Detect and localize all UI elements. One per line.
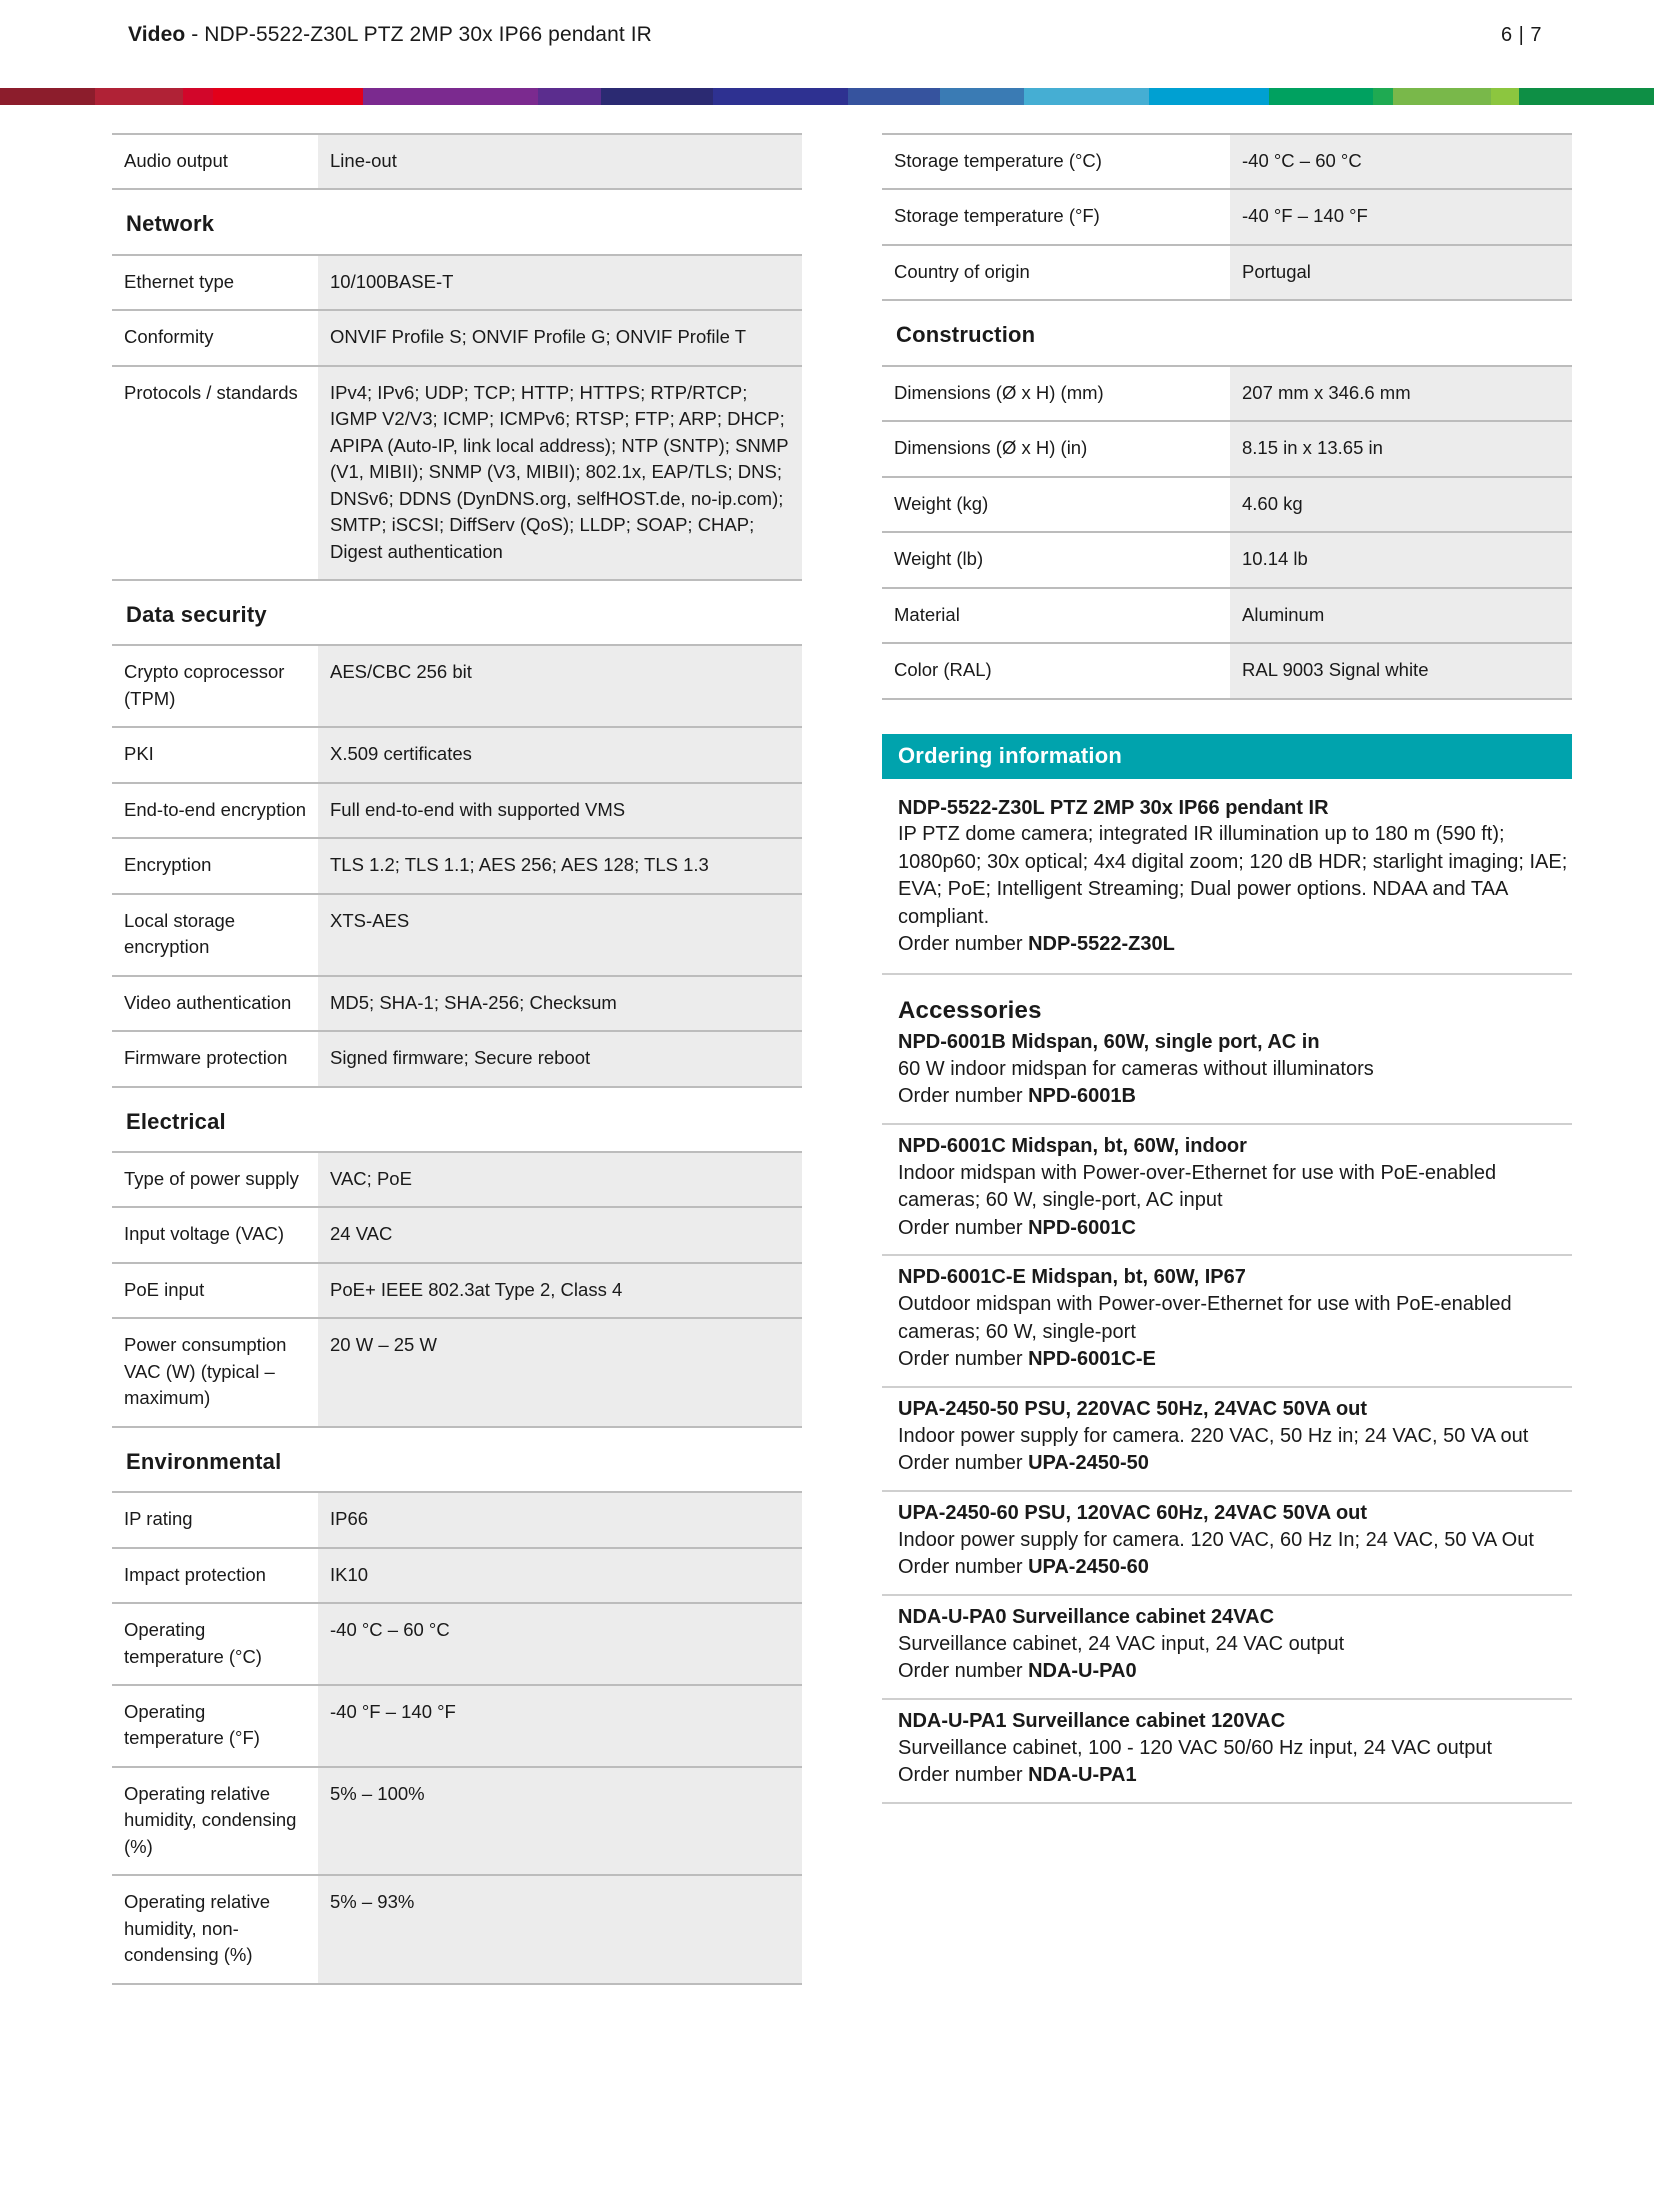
ordering-product-block (882, 779, 1572, 975)
table-row (882, 643, 1572, 698)
accessory-order-label: Order number (898, 1556, 1023, 1579)
spec-value: 4.60 kg (1230, 477, 1572, 532)
color-bar-segment (940, 88, 1024, 105)
accessory-block (882, 1698, 1572, 1802)
table-row (112, 976, 802, 1031)
table-row (112, 1492, 802, 1547)
table-row (112, 1152, 802, 1207)
spec-key: Storage temperature (°F) (882, 189, 1230, 244)
accessory-order-label: Order number (898, 1660, 1023, 1683)
spec-key: Material (882, 588, 1230, 643)
right-column (882, 133, 1572, 1985)
page-number: 6 | 7 (1500, 23, 1542, 46)
spec-key: Crypto coprocessor (TPM) (112, 645, 318, 727)
spec-value: Aluminum (1230, 588, 1572, 643)
header-title (128, 23, 652, 47)
accessory-block (882, 1254, 1572, 1386)
table-row (112, 783, 802, 838)
table-bottom-rule-cell (882, 699, 1572, 700)
accessory-order-number (898, 1762, 1568, 1790)
spec-value: -40 °F – 140 °F (318, 1685, 802, 1767)
color-bar-segment (1269, 88, 1373, 105)
spec-key: Operating temperature (°C) (112, 1603, 318, 1685)
spec-value: Signed firmware; Secure reboot (318, 1031, 802, 1086)
spec-key: Operating relative humidity, non-condensing (%) (112, 1875, 318, 1983)
ordering-information-section (882, 734, 1572, 1804)
header-product-name: NDP-5522-Z30L PTZ 2MP 30x IP66 pendant IR (204, 23, 652, 46)
accessory-order-label: Order number (898, 1216, 1023, 1239)
spec-value: X.509 certificates (318, 727, 802, 782)
spec-key: Weight (kg) (882, 477, 1230, 532)
accessory-order-value: NDA-U-PA0 (1028, 1660, 1137, 1683)
color-bar-segment (1519, 88, 1654, 105)
header-separator: - (185, 23, 205, 46)
color-bar-segment (1024, 88, 1149, 105)
table-row (882, 189, 1572, 244)
table-row (882, 134, 1572, 189)
spec-key: Audio output (112, 134, 318, 189)
color-bar-segment (713, 88, 848, 105)
accessory-block (882, 1490, 1572, 1594)
accessory-title: UPA-2450-60 PSU, 120VAC 60Hz, 24VAC 50VA out (898, 1502, 1368, 1525)
section-heading: Electrical (112, 1087, 802, 1152)
color-bar-segment (95, 88, 183, 105)
accessory-order-value: UPA-2450-50 (1028, 1452, 1149, 1475)
spec-key: Local storage encryption (112, 894, 318, 976)
table-row (112, 1263, 802, 1318)
accessory-order-label: Order number (898, 1085, 1023, 1108)
table-row (882, 532, 1572, 587)
accessory-order-number (898, 1215, 1568, 1243)
table-row (112, 255, 802, 310)
accessory-description: Outdoor midspan with Power-over-Ethernet for use with PoE-enabled cameras; 60 W, single-port (898, 1293, 1512, 1343)
spec-key: Encryption (112, 838, 318, 893)
ordering-information-header: Ordering information (882, 734, 1572, 779)
accessory-title: NPD-6001C Midspan, bt, 60W, indoor (898, 1134, 1247, 1157)
spec-key: End-to-end encryption (112, 783, 318, 838)
accessory-order-number (898, 1083, 1568, 1111)
section-heading: Environmental (112, 1427, 802, 1492)
spec-value: -40 °F – 140 °F (1230, 189, 1572, 244)
spec-key: Type of power supply (112, 1152, 318, 1207)
spec-value: -40 °C – 60 °C (1230, 134, 1572, 189)
accessory-order-number (898, 1346, 1568, 1374)
table-bottom-rule (112, 1984, 802, 1985)
spec-value: -40 °C – 60 °C (318, 1603, 802, 1685)
spec-value: PoE+ IEEE 802.3at Type 2, Class 4 (318, 1263, 802, 1318)
table-row (882, 477, 1572, 532)
left-spec-table (112, 133, 802, 1985)
spec-key: Operating temperature (°F) (112, 1685, 318, 1767)
accessory-description: Indoor power supply for camera. 220 VAC, 50 Hz in; 24 VAC, 50 VA out (898, 1424, 1529, 1447)
right-spec-table (882, 133, 1572, 700)
table-row (112, 1767, 802, 1875)
accessory-title: NDA-U-PA0 Surveillance cabinet 24VAC (898, 1606, 1275, 1628)
color-bar-segment (601, 88, 713, 105)
table-row (112, 838, 802, 893)
ordering-product-order-number (898, 931, 1568, 959)
spec-key: Conformity (112, 310, 318, 365)
spec-key: Ethernet type (112, 255, 318, 310)
spec-key: Power consumption VAC (W) (typical – maximum) (112, 1318, 318, 1426)
spec-value: 10.14 lb (1230, 532, 1572, 587)
spec-key: Dimensions (Ø x H) (in) (882, 421, 1230, 476)
accessory-order-number (898, 1554, 1568, 1582)
spec-value: IP66 (318, 1492, 802, 1547)
spec-key: Impact protection (112, 1548, 318, 1603)
table-row (112, 1548, 802, 1603)
accessory-order-value: NPD-6001C-E (1028, 1348, 1156, 1371)
ordering-product-description: IP PTZ dome camera; integrated IR illumination up to 180 m (590 ft); 1080p60; 30x optical; 4x4 digital zoom; 120 dB HDR; starlight imaging; IAE; EVA; PoE; Intelligent Streaming; Dual power options. NDAA and TAA compliant. (898, 822, 1568, 928)
section-heading: Construction (882, 300, 1572, 365)
accessory-order-value: UPA-2450-60 (1028, 1556, 1149, 1579)
table-row (882, 366, 1572, 421)
table-row (882, 421, 1572, 476)
table-row (112, 645, 802, 727)
spec-key: Weight (lb) (882, 532, 1230, 587)
decorative-color-bar (0, 88, 1654, 105)
accessory-order-number (898, 1658, 1568, 1686)
accessory-description: 60 W indoor midspan for cameras without illuminators (898, 1057, 1374, 1080)
spec-value: 20 W – 25 W (318, 1318, 802, 1426)
spec-key: Storage temperature (°C) (882, 134, 1230, 189)
color-bar-segment (363, 88, 538, 105)
accessories-heading: Accessories (898, 996, 1042, 1024)
spec-value: VAC; PoE (318, 1152, 802, 1207)
section-heading-row (882, 300, 1572, 365)
header-brand: Video (128, 23, 186, 46)
spec-key: Color (RAL) (882, 643, 1230, 698)
section-heading-row (112, 580, 802, 645)
accessory-order-number (898, 1450, 1568, 1478)
spec-key: Video authentication (112, 976, 318, 1031)
color-bar-segment (0, 88, 95, 105)
spec-value: 5% – 100% (318, 1767, 802, 1875)
section-heading-row (112, 1087, 802, 1152)
accessory-order-label: Order number (898, 1348, 1023, 1371)
spec-value: Portugal (1230, 245, 1572, 300)
accessory-block (882, 1027, 1572, 1123)
accessory-description: Indoor power supply for camera. 120 VAC, 60 Hz In; 24 VAC, 50 VA Out (898, 1528, 1534, 1551)
color-bar-segment (183, 88, 213, 105)
ordering-product-title: NDP-5522-Z30L PTZ 2MP 30x IP66 pendant IR (898, 796, 1329, 819)
spec-key: Country of origin (882, 245, 1230, 300)
spec-key: PoE input (112, 1263, 318, 1318)
accessory-description: Surveillance cabinet, 24 VAC input, 24 VAC output (898, 1632, 1345, 1655)
spec-key: PKI (112, 727, 318, 782)
spec-value: RAL 9003 Signal white (1230, 643, 1572, 698)
spec-value: ONVIF Profile S; ONVIF Profile G; ONVIF Profile T (318, 310, 802, 365)
spec-value: IK10 (318, 1548, 802, 1603)
spec-key: IP rating (112, 1492, 318, 1547)
accessory-title: NPD-6001B Midspan, 60W, single port, AC in (898, 1030, 1320, 1053)
section-heading-row (112, 1427, 802, 1492)
table-row (882, 245, 1572, 300)
page-header (0, 0, 1654, 70)
accessory-order-value: NDA-U-PA1 (1028, 1764, 1137, 1787)
order-number-label: Order number (898, 933, 1023, 956)
spec-value: TLS 1.2; TLS 1.1; AES 256; AES 128; TLS 1.3 (318, 838, 802, 893)
spec-value: Line-out (318, 134, 802, 189)
color-bar-segment (848, 88, 940, 105)
table-row (112, 1318, 802, 1426)
accessory-title: NPD-6001C-E Midspan, bt, 60W, IP67 (898, 1266, 1246, 1289)
accessories-list (882, 1027, 1572, 1802)
accessory-description: Surveillance cabinet, 100 - 120 VAC 50/60 Hz input, 24 VAC output (898, 1736, 1493, 1759)
accessory-order-value: NPD-6001C (1028, 1216, 1136, 1239)
spec-value: 10/100BASE-T (318, 255, 802, 310)
table-row (112, 894, 802, 976)
section-heading-row (112, 189, 802, 254)
accessory-block (882, 1386, 1572, 1490)
table-row (112, 1875, 802, 1983)
spec-key: Dimensions (Ø x H) (mm) (882, 366, 1230, 421)
left-column (112, 133, 802, 1985)
section-heading: Data security (112, 580, 802, 645)
table-row (882, 588, 1572, 643)
accessory-order-value: NPD-6001B (1028, 1085, 1136, 1108)
color-bar-segment (213, 88, 363, 105)
accessory-title: UPA-2450-50 PSU, 220VAC 50Hz, 24VAC 50VA out (898, 1398, 1368, 1421)
spec-value: AES/CBC 256 bit (318, 645, 802, 727)
spec-value: MD5; SHA-1; SHA-256; Checksum (318, 976, 802, 1031)
spec-key: Operating relative humidity, condensing (%) (112, 1767, 318, 1875)
spec-key: Protocols / standards (112, 366, 318, 580)
spec-key: Firmware protection (112, 1031, 318, 1086)
color-bar-segment (1393, 88, 1491, 105)
table-row (112, 1685, 802, 1767)
table-row (112, 1031, 802, 1086)
color-bar-segment (538, 88, 601, 105)
table-bottom-rule-cell (112, 1984, 802, 1985)
accessory-order-label: Order number (898, 1452, 1023, 1475)
spec-value: 207 mm x 346.6 mm (1230, 366, 1572, 421)
table-row (112, 134, 802, 189)
table-bottom-rule (882, 699, 1572, 700)
accessory-block (882, 1123, 1572, 1255)
spec-value: XTS-AES (318, 894, 802, 976)
color-bar-segment (1373, 88, 1393, 105)
table-row (112, 1603, 802, 1685)
spec-value: 5% – 93% (318, 1875, 802, 1983)
accessory-block (882, 1594, 1572, 1698)
spec-value: 24 VAC (318, 1207, 802, 1262)
color-bar-segment (1491, 88, 1519, 105)
spec-key: Input voltage (VAC) (112, 1207, 318, 1262)
section-heading: Network (112, 189, 802, 254)
accessory-title: NDA-U-PA1 Surveillance cabinet 120VAC (898, 1709, 1286, 1732)
table-row (112, 310, 802, 365)
content-columns (0, 133, 1654, 1985)
accessories-end-rule (882, 1802, 1572, 1804)
table-row (112, 1207, 802, 1262)
table-row (112, 366, 802, 580)
spec-value: 8.15 in x 13.65 in (1230, 421, 1572, 476)
spec-value: Full end-to-end with supported VMS (318, 783, 802, 838)
accessory-order-label: Order number (898, 1764, 1023, 1787)
table-row (112, 727, 802, 782)
accessory-description: Indoor midspan with Power-over-Ethernet for use with PoE-enabled cameras; 60 W, single-port, AC input (898, 1161, 1497, 1212)
spec-value: IPv4; IPv6; UDP; TCP; HTTP; HTTPS; RTP/RTCP; IGMP V2/V3; ICMP; ICMPv6; RTSP; FTP; ARP; DHCP; APIPA (Auto-IP, link local address); NTP (SNTP); SNMP (V1, MIBII); SNMP (V3, MIBII); 802.1x, EAP/TLS; DNS; DNSv6; DDNS (DynDNS.org, selfHOST.de, no-ip.com); SMTP; iSCSI; DiffServ (QoS); LLDP; SOAP; CHAP; Digest authentication (318, 366, 802, 580)
order-number-value: NDP-5522-Z30L (1028, 933, 1175, 956)
color-bar-segment (1149, 88, 1269, 105)
